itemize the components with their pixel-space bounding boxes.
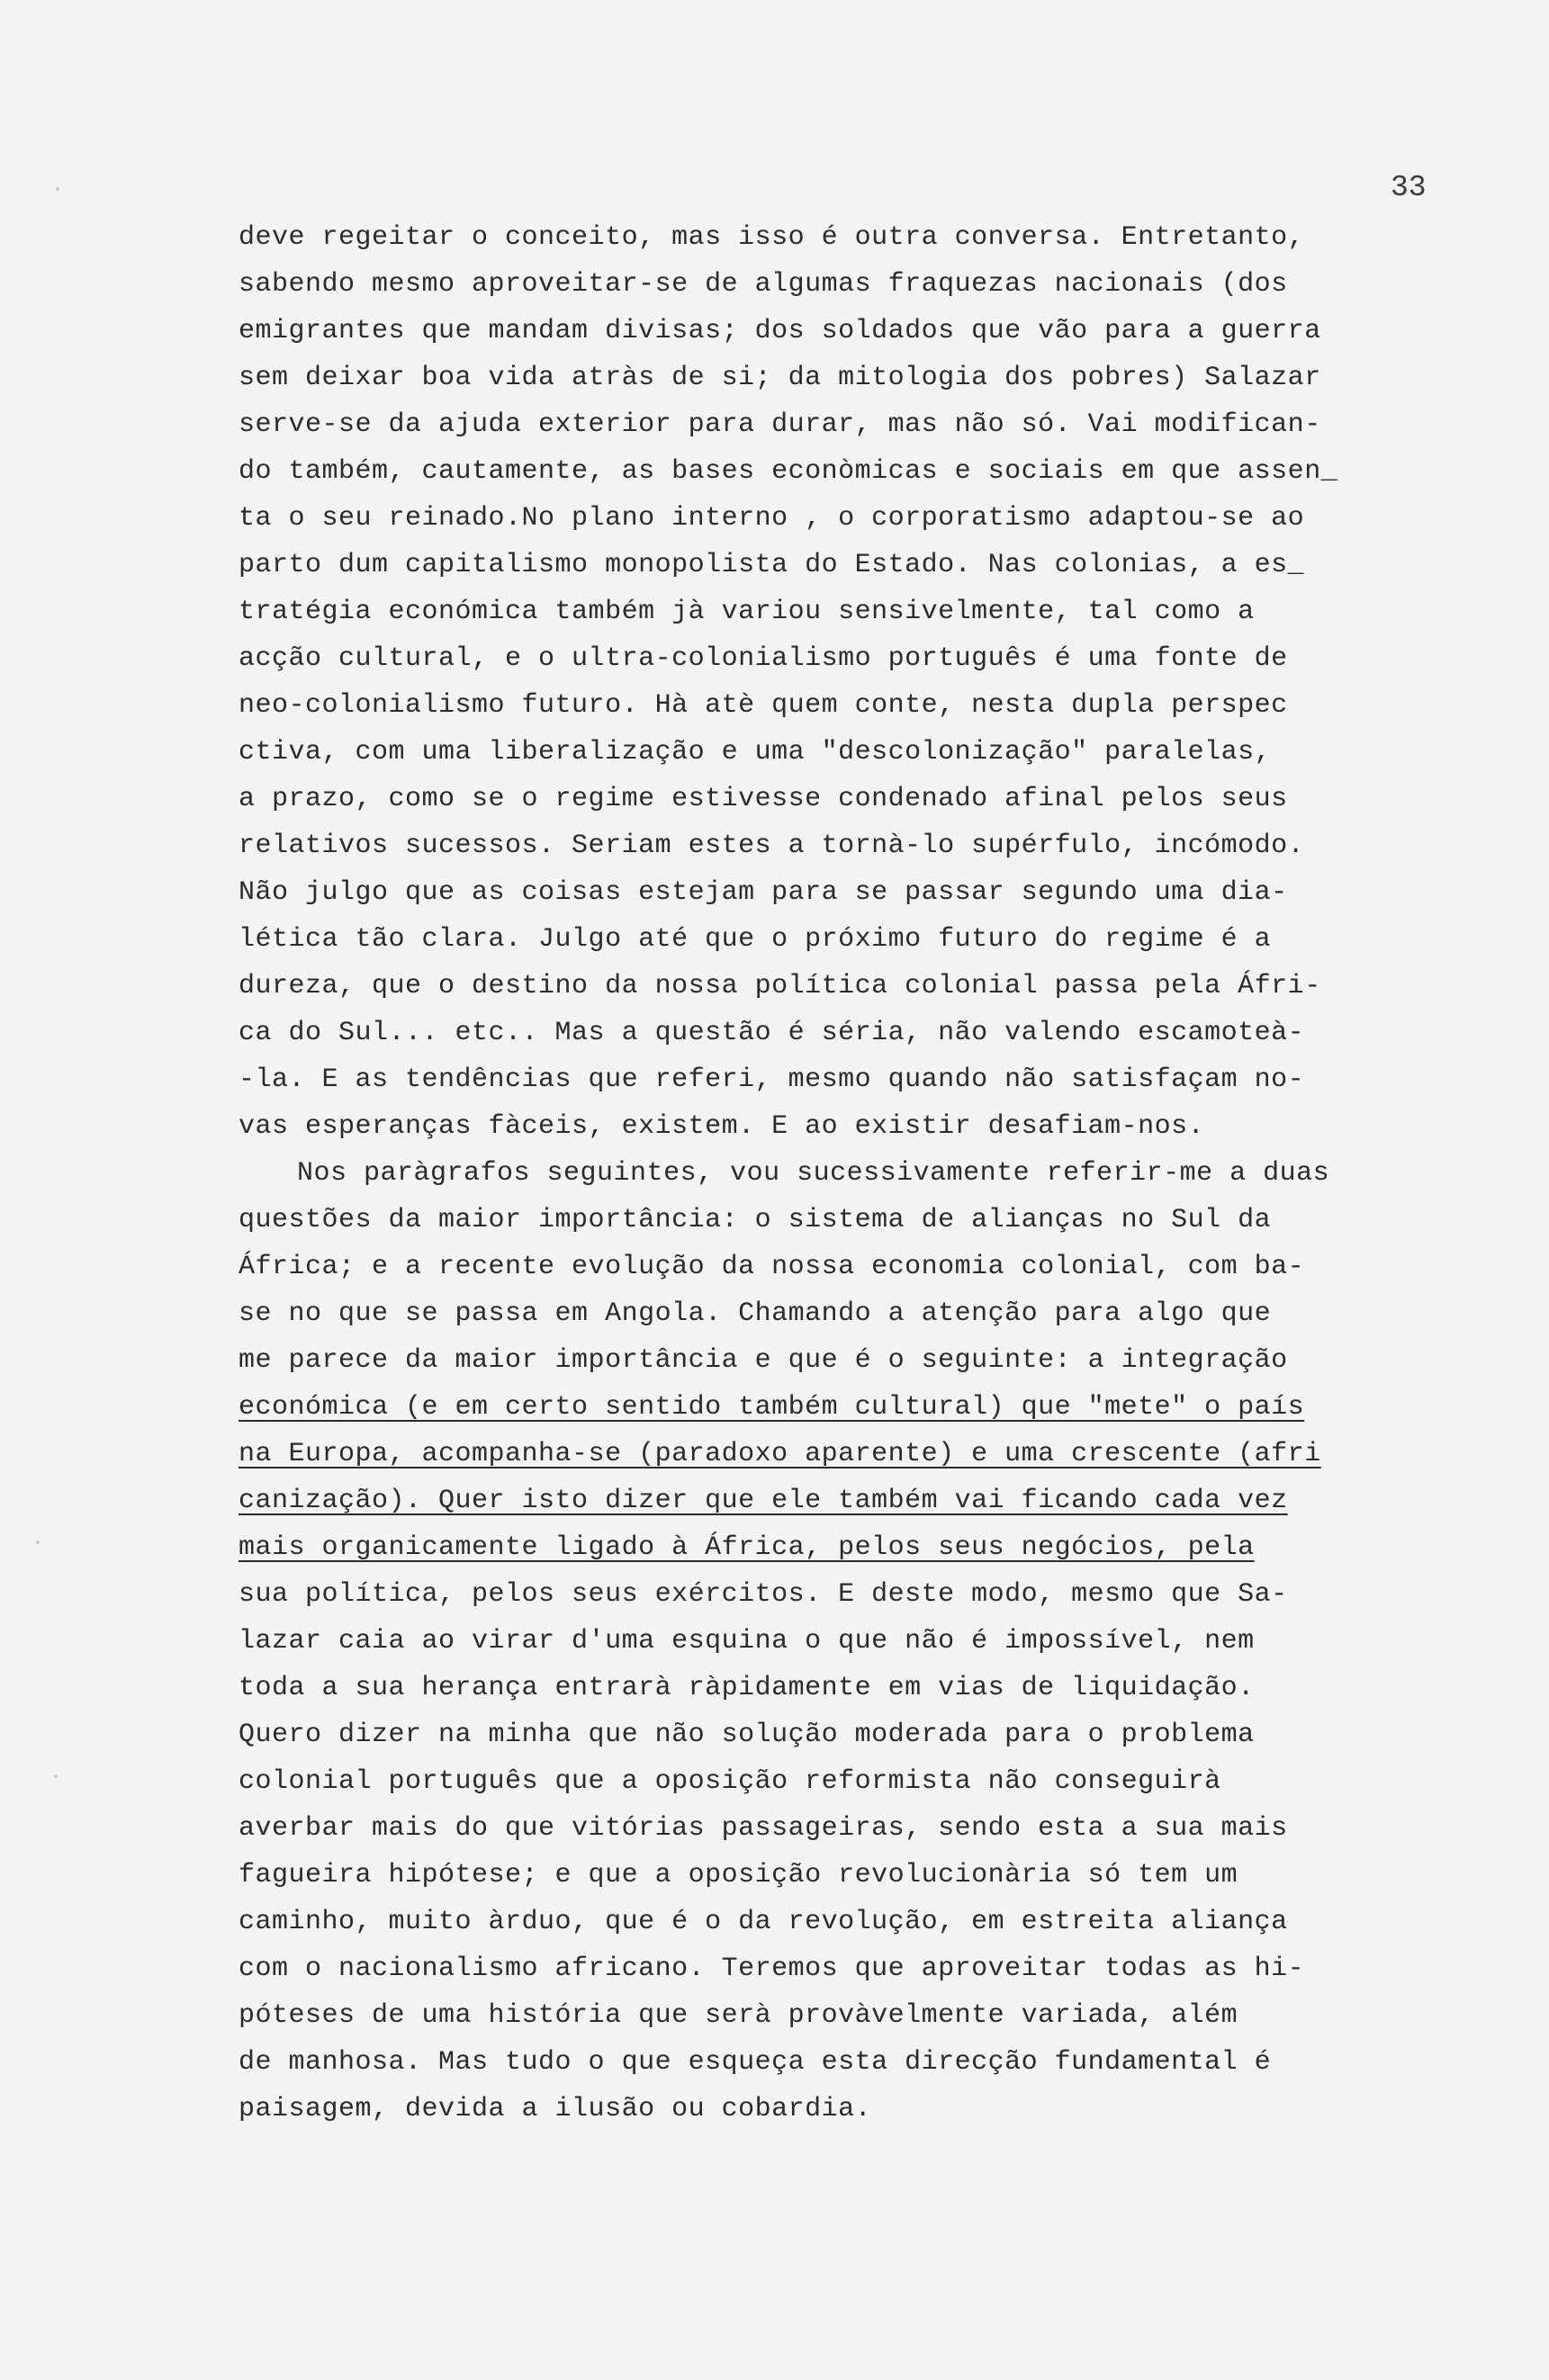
text-line: com o nacionalismo africano. Teremos que aproveitar todas as hi- (239, 1953, 1305, 1984)
text-line: Quero dizer na minha que não solução moderada para o problema (239, 1720, 1255, 1750)
text-line: dureza, que o destino da nossa política colonial passa pela Áfri- (239, 971, 1321, 1001)
text-line: ta o seu reinado.No plano interno , o corporatismo adaptou-se ao (239, 503, 1305, 534)
text-line: parto dum capitalismo monopolista do Estado. Nas colonias, a es_ (239, 550, 1305, 580)
paper-speck (36, 1540, 40, 1544)
body-text (239, 214, 1445, 2133)
page-number: 33 (1391, 171, 1427, 204)
text-line: relativos sucessos. Seriam estes a tornà-lo supérfulo, incómodo. (239, 831, 1305, 861)
underlined-text-line (239, 1384, 1445, 1431)
text-line: lazar caia ao virar d'uma esquina o que não é impossível, nem (239, 1626, 1255, 1657)
text-line: sabendo mesmo aproveitar-se de algumas fraquezas nacionais (dos (239, 269, 1288, 300)
underlined-text: económica (e em certo sentido também cultural) que "mete" o país (239, 1392, 1305, 1423)
underlined-text: na Europa, acompanha-se (paradoxo aparente) e uma crescente (afri (239, 1439, 1321, 1469)
text-line: tratégia económica também jà variou sensivelmente, tal como a (239, 597, 1255, 627)
text-line: averbar mais do que vitórias passageiras, sendo esta a sua mais (239, 1813, 1288, 1844)
text-line: acção cultural, e o ultra-colonialismo português é uma fonte de (239, 643, 1288, 674)
text-line: deve regeitar o conceito, mas isso é outra conversa. Entretanto, (239, 222, 1305, 253)
text-line: me parece da maior importância e que é o seguinte: a integração (239, 1345, 1288, 1376)
text-line: do também, cautamente, as bases econòmicas e sociais em que assen_ (239, 456, 1338, 487)
text-line: -la. E as tendências que referi, mesmo quando não satisfaçam no- (239, 1064, 1305, 1095)
text-line: ctiva, com uma liberalização e uma "descolonização" paralelas, (239, 737, 1272, 768)
text-line: Não julgo que as coisas estejam para se passar segundo uma dia- (239, 877, 1288, 908)
paper-speck (56, 187, 59, 191)
text-line: serve-se da ajuda exterior para durar, mas não só. Vai modifican- (239, 409, 1321, 440)
text-line: colonial português que a oposição reformista não conseguirà (239, 1766, 1221, 1797)
underlined-text: canização). Quer isto dizer que ele também vai ficando cada vez (239, 1486, 1288, 1516)
text-line: vas esperanças fàceis, existem. E ao existir desafiam-nos. (239, 1111, 1205, 1142)
text-line: a prazo, como se o regime estivesse condenado afinal pelos seus (239, 784, 1288, 814)
text-line: África; e a recente evolução da nossa economia colonial, com ba- (239, 1252, 1305, 1282)
text-line: paisagem, devida a ilusão ou cobardia. (239, 2094, 872, 2124)
text-line: se no que se passa em Angola. Chamando a atenção para algo que (239, 1298, 1272, 1329)
text-line: Nos paràgrafos seguintes, vou sucessivamente referir-me a duas (297, 1158, 1330, 1189)
text-line: sua política, pelos seus exércitos. E deste modo, mesmo que Sa- (239, 1579, 1288, 1610)
text-line: sem deixar boa vida atràs de si; da mitologia dos pobres) Salazar (239, 363, 1321, 393)
text-line: de manhosa. Mas tudo o que esqueça esta direcção fundamental é (239, 2047, 1272, 2078)
text-line: questões da maior importância: o sistema de alianças no Sul da (239, 1205, 1272, 1235)
text-line: ca do Sul... etc.. Mas a questão é séria, não valendo escamoteà- (239, 1018, 1305, 1048)
underlined-text-line (239, 1524, 1445, 1571)
text-line: lética tão clara. Julgo até que o próximo futuro do regime é a (239, 924, 1272, 955)
text-line: póteses de uma história que serà provàvelmente variada, além (239, 2000, 1238, 2031)
text-line: caminho, muito àrduo, que é o da revolução, em estreita aliança (239, 1907, 1288, 1937)
text-line: toda a sua herança entrarà ràpidamente em vias de liquidação. (239, 1673, 1255, 1703)
text-line: neo-colonialismo futuro. Hà atè quem conte, nesta dupla perspec (239, 690, 1288, 721)
text-line: fagueira hipótese; e que a oposição revolucionària só tem um (239, 1860, 1238, 1891)
underlined-text-line (239, 1477, 1445, 1524)
text-line: emigrantes que mandam divisas; dos soldados que vão para a guerra (239, 316, 1321, 346)
underlined-text: mais organicamente ligado à África, pelos seus negócios, pela (239, 1532, 1255, 1563)
paper-speck (54, 1774, 58, 1778)
underlined-text-line (239, 1431, 1445, 1477)
